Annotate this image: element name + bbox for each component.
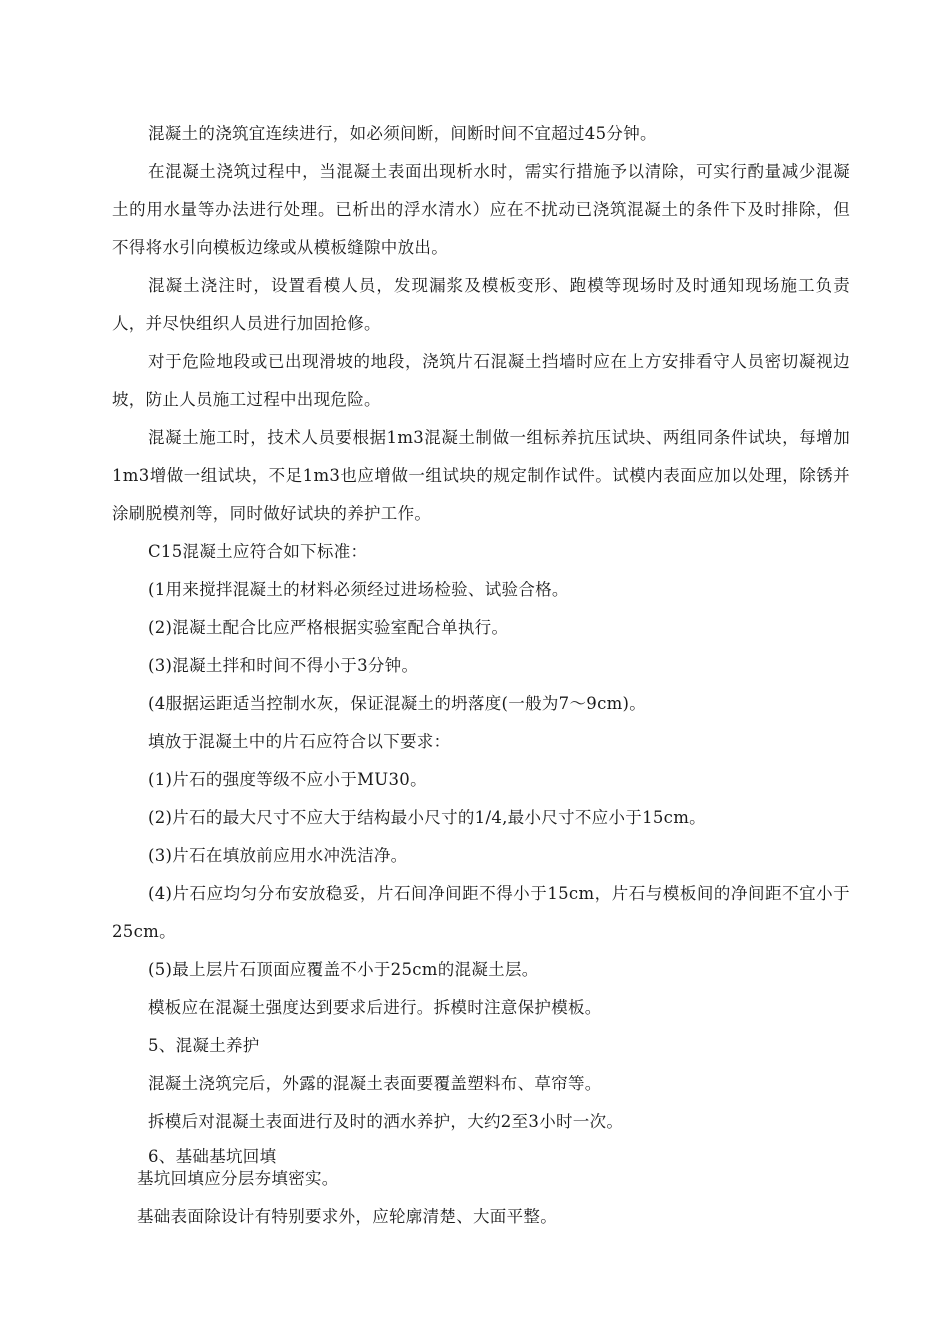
list-item-rubble-1: (1)片石的强度等级不应小于MU30。	[148, 770, 427, 789]
paragraph-formwork-watch: 混凝土浇注时，设置看模人员，发现漏浆及模板变形、跑模等现场时及时通知现场施工负责人，并尽快组织人员进行加固抢修。	[112, 276, 850, 333]
list-item-rubble-4: (4)片石应均匀分布安放稳妥，片石间净间距不得小于15cm，片石与模板间的净间距不宜小于25cm。	[112, 884, 850, 941]
paragraph-c15-standard: C15混凝土应符合如下标准：	[148, 542, 368, 561]
paragraph-danger-zone: 对于危险地段或已出现滑坡的地段，浇筑片石混凝土挡墙时应在上方安排看守人员密切凝视边坡，防止人员施工过程中出现危险。	[112, 352, 850, 409]
section-heading-backfill: 6、基础基坑回填	[148, 1147, 277, 1166]
paragraph-foundation-surface: 基础表面除设计有特别要求外，应轮廓清楚、大面平整。	[137, 1207, 557, 1226]
paragraph-curing-water: 拆模后对混凝土表面进行及时的洒水养护，大约2至3小时一次。	[148, 1112, 624, 1131]
list-item-rubble-5: (5)最上层片石顶面应覆盖不小于25cm的混凝土层。	[148, 960, 539, 979]
list-item-c15-1: (1用来搅拌混凝土的材料必须经过进场检验、试验合格。	[148, 580, 569, 599]
paragraph-bleed-water: 在混凝土浇筑过程中，当混凝土表面出现析水时，需实行措施予以清除，可实行酌量减少混凝土的用水量等办法进行处理。已析出的浮水清水）应在不扰动已浇筑混凝土的条件下及时排除，但不得将水引向模板边缘或从模板缝隙中放出。	[112, 162, 850, 257]
paragraph-formwork-removal: 模板应在混凝土强度达到要求后进行。拆模时注意保护模板。	[148, 998, 602, 1017]
paragraph-pour-continuity: 混凝土的浇筑宜连续进行，如必须间断，间断时间不宜超过45分钟。	[148, 124, 657, 143]
list-item-rubble-3: (3)片石在填放前应用水冲洗洁净。	[148, 846, 408, 865]
list-item-rubble-2: (2)片石的最大尺寸不应大于结构最小尺寸的1/4,最小尺寸不应小于15cm。	[148, 808, 706, 827]
list-item-c15-3: (3)混凝土拌和时间不得小于3分钟。	[148, 656, 419, 675]
section-heading-curing: 5、混凝土养护	[148, 1036, 260, 1055]
list-item-c15-4: (4服据运距适当控制水灰，保证混凝土的坍落度(一般为7〜9cm)。	[148, 694, 647, 713]
paragraph-backfill-layers: 基坑回填应分层夯填密实。	[137, 1169, 339, 1188]
paragraph-test-blocks: 混凝土施工时，技术人员要根据1m3混凝土制做一组标养抗压试块、两组同条件试块，每增加1m3增做一组试块，不足1m3也应增做一组试块的规定制作试件。试模内表面应加以处理，除锈并涂刷脱模剂等，同时做好试块的养护工作。	[112, 428, 850, 523]
paragraph-rubble-requirements: 填放于混凝土中的片石应符合以下要求：	[148, 732, 451, 751]
paragraph-curing-cover: 混凝土浇筑完后，外露的混凝土表面要覆盖塑料布、草帘等。	[148, 1074, 602, 1093]
list-item-c15-2: (2)混凝土配合比应严格根据实验室配合单执行。	[148, 618, 509, 637]
